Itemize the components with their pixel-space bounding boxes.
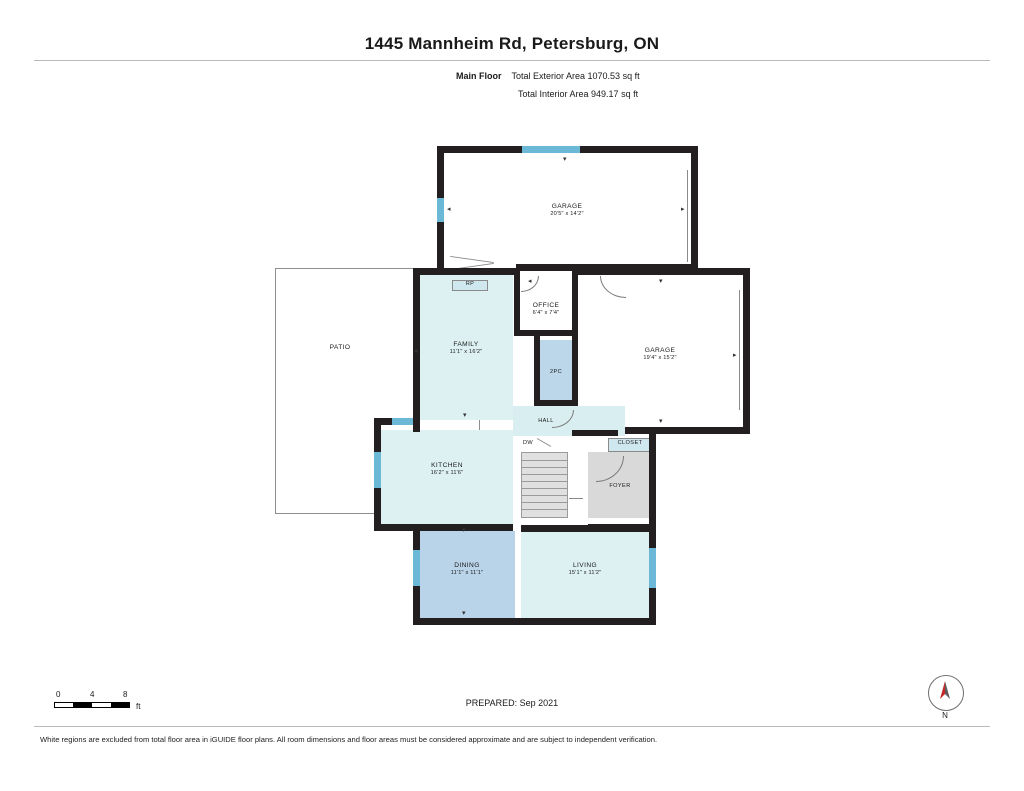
compass-north-label: N [942,711,948,720]
compass-needle-icon [928,675,962,709]
door-marker-garage-right-b: ▸ [733,352,737,359]
floor-label: Main Floor [456,71,502,81]
dishwasher-line [537,438,551,447]
dishwasher-label: DW [522,440,534,446]
wall-garage-right-right [743,268,750,434]
window-garage-upper-left [437,198,444,222]
closet-box [608,438,652,452]
wall-office-left [514,268,520,336]
fireplace-label: RP [465,281,475,287]
garage-upper-floor [443,152,692,267]
scale-tick-0: 0 [56,690,61,699]
dining-floor [419,531,515,619]
garage-right-label: GARAGE 19'4" x 15'2" [643,347,677,362]
door-marker-dining-bottom: ▾ [462,610,466,617]
door-marker-garage-upper-a: ▾ [563,156,567,163]
wall-2pc-right [572,336,578,406]
window-kitchen-left [374,452,381,488]
window-living-right [649,548,656,588]
page-title: 1445 Mannheim Rd, Petersburg, ON [364,34,660,53]
living-floor [521,531,649,619]
wall-dining-bottom [413,618,521,625]
wall-office-right [572,268,578,336]
wall-2pc-left [534,336,540,406]
patio-label: PATIO [329,344,351,351]
hall-label: HALL [538,418,554,424]
dining-label: DINING 11'1" x 11'1" [450,562,484,577]
scale-unit: ft [136,702,141,711]
kitchen-floor [380,430,513,524]
door-marker-garage-right-c: ▾ [659,418,663,425]
closet-label: CLOSET [617,440,643,446]
wall-foyer-right [649,434,656,530]
wall-foyer-bottom [588,524,656,531]
compass-rose [928,675,964,725]
garage-upper-right-inner-line [687,170,688,262]
powder-room-floor [540,340,572,402]
wall-family-left [413,268,420,426]
door-marker-office-top: ◂ [528,278,532,285]
stairs-up-arrow [569,498,583,499]
door-marker-garage-upper-c: ▸ [681,206,685,213]
exterior-area: Total Exterior Area 1070.53 sq ft [511,71,640,81]
powder-room-label: 2PC [549,369,563,375]
foyer-label: FOYER [609,483,631,489]
window-garage-upper-top [522,146,580,153]
interior-area: Total Interior Area 949.17 sq ft [518,89,639,99]
kitchen-label: KITCHEN 16'2" x 11'6" [430,462,464,477]
garage-upper-label: GARAGE 20'5" x 14'2" [550,203,584,218]
garage-right-inner-line [739,290,740,410]
wall-family-top [413,268,520,275]
footer-divider [34,726,990,727]
wall-garage-upper-right [691,146,698,271]
scale-tick-4: 4 [90,690,95,699]
family-room-label: FAMILY 11'1" x 16'2" [449,341,483,356]
living-label: LIVING 15'1" x 11'2" [568,562,602,577]
fireplace-box [452,280,488,291]
door-marker-garage-upper-b: ◂ [447,206,451,213]
door-marker-dining-top: ▾ [462,527,466,534]
wall-hall-bottom-right [572,430,618,436]
scale-tick-8: 8 [123,690,128,699]
wall-garage-right-top [572,268,750,275]
garage-right-floor [578,274,744,427]
door-marker-garage-right-a: ▾ [659,278,663,285]
office-label: OFFICE 6'4" x 7'4" [532,302,560,317]
wall-kitchen-notch [413,418,420,432]
family-room-floor [419,274,513,420]
door-marker-family-left: ◂ [414,348,418,355]
wall-kitchen-bottom [374,524,513,531]
wall-office-bottom [514,330,578,336]
wall-hall-right-upper [649,434,656,444]
prepared-date: PREPARED: Sep 2021 [465,698,559,708]
window-dining-left [413,550,420,586]
staircase [521,452,568,518]
door-marker-family-bottom: ▾ [463,412,467,419]
wall-living-bottom [521,618,656,625]
disclaimer-text: White regions are excluded from total floor area in iGUIDE floor plans. All room dimensions and floor areas must be considered approximate and are subject to independent verification. [40,735,658,744]
